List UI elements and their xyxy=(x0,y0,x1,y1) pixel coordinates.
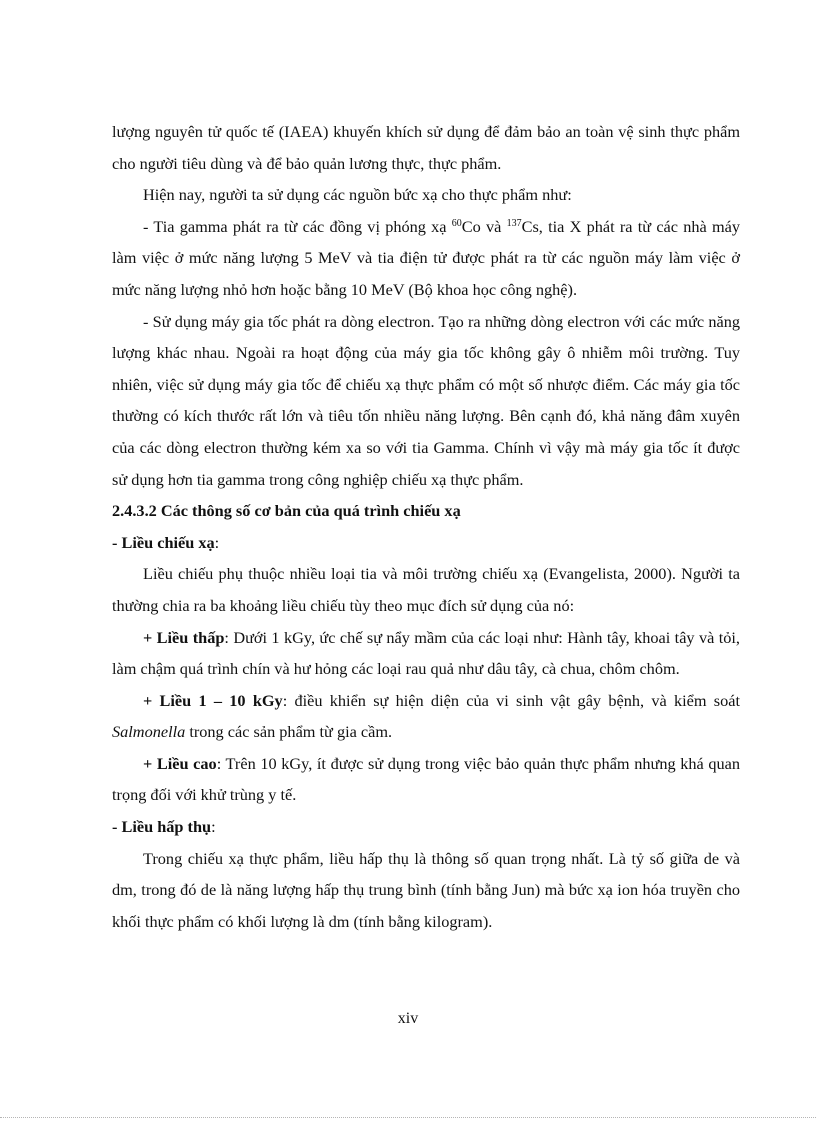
absorbed-dose-label: - Liều hấp thụ xyxy=(112,817,212,837)
dose-label: - Liều chiếu xạ xyxy=(112,532,215,552)
paragraph-radiation-sources-intro: Hiện nay, người ta sử dụng các nguồn bức xạ cho thực phẩm như: xyxy=(143,185,572,205)
gamma-text-c: Cs, tia X phát ra từ các nhà máy làm việc ở mức năng lượng 5 MeV và tia điện tử được phát ra từ các nguồn máy làm việc ở mức năng lượng nhỏ hơn hoặc bằng 10 MeV (Bộ khoa học công nghệ). xyxy=(112,216,741,299)
low-dose-label: + Liều thấp xyxy=(143,627,225,647)
document-body xyxy=(112,116,740,937)
paragraph-iaea: lượng nguyên tử quốc tế (IAEA) khuyến khích sử dụng để đảm bảo an toàn vệ sinh thực phẩm cho người tiêu dùng và để bảo quản lương thực, thực phẩm. xyxy=(112,122,740,173)
isotope-superscript-137: 137 xyxy=(506,217,522,229)
absorbed-dose-subheading xyxy=(112,811,740,843)
salmonella-term: Salmonella xyxy=(112,722,186,742)
paragraph-absorbed-dose: Trong chiếu xạ thực phẩm, liều hấp thụ là thông số quan trọng nhất. Là tỷ số giữa de và dm, trong đó de là năng lượng hấp thụ trung bình (tính bằng Jun) mà bức xạ ion hóa truyền cho khối thực phẩm có khối lượng là dm (tính bằng kilogram). xyxy=(112,848,740,931)
gamma-text-b: Co và xyxy=(461,216,507,236)
medium-dose-text-2: trong các sản phẩm từ gia cầm. xyxy=(185,722,393,742)
absorbed-dose-colon: : xyxy=(211,817,216,837)
high-dose-text: : Trên 10 kGy, ít được sử dụng trong việc bảo quản thực phẩm nhưng khá quan trọng đối với khử trùng y tế. xyxy=(112,753,740,805)
paragraph-high-dose xyxy=(112,748,740,811)
high-dose-label: + Liều cao xyxy=(143,753,217,773)
paragraph-low-dose xyxy=(112,622,740,685)
paragraph-medium-dose xyxy=(112,685,740,748)
page-number: xiv xyxy=(397,1010,419,1027)
section-heading: 2.4.3.2 Các thông số cơ bản của quá trình chiếu xạ xyxy=(112,501,461,521)
paragraph-gamma-rays xyxy=(112,211,740,306)
paragraph-dose-description: Liều chiếu phụ thuộc nhiều loại tia và môi trường chiếu xạ (Evangelista, 2000). Người ta thường chia ra ba khoảng liều chiếu tùy theo mục đích sử dụng của nó: xyxy=(112,564,740,615)
isotope-superscript-60: 60 xyxy=(451,217,462,229)
footer-divider xyxy=(0,1117,816,1118)
dose-subheading xyxy=(112,527,740,559)
dose-colon: : xyxy=(214,532,220,552)
medium-dose-label: + Liều 1 – 10 kGy xyxy=(143,690,283,710)
gamma-text-a: - Tia gamma phát ra từ các đồng vị phóng xạ xyxy=(143,216,452,236)
paragraph-accelerator: - Sử dụng máy gia tốc phát ra dòng electron. Tạo ra những dòng electron với các mức năng lượng khác nhau. Ngoài ra hoạt động của máy gia tốc không gây ô nhiễm môi trường. Tuy nhiên, việc sử dụng máy gia tốc để chiếu xạ thực phẩm có một số nhược điểm. Các máy gia tốc thường có kích thước rất lớn và tiêu tốn nhiều năng lượng. Bên cạnh đó, khả năng đâm xuyên của các dòng electron thường kém xa so với tia Gamma. Chính vì vậy mà máy gia tốc ít được sử dụng hơn tia gamma trong công nghiệp chiếu xạ thực phẩm. xyxy=(112,311,740,489)
low-dose-text: : Dưới 1 kGy, ức chế sự nẩy mầm của các loại như: Hành tây, khoai tây và tỏi, làm chậm quá trình chín và hư hỏng các loại rau quả như dâu tây, cà chua, chôm chôm. xyxy=(112,627,740,679)
medium-dose-text: : điều khiển sự hiện diện của vi sinh vật gây bệnh, và kiểm soát xyxy=(282,690,740,710)
